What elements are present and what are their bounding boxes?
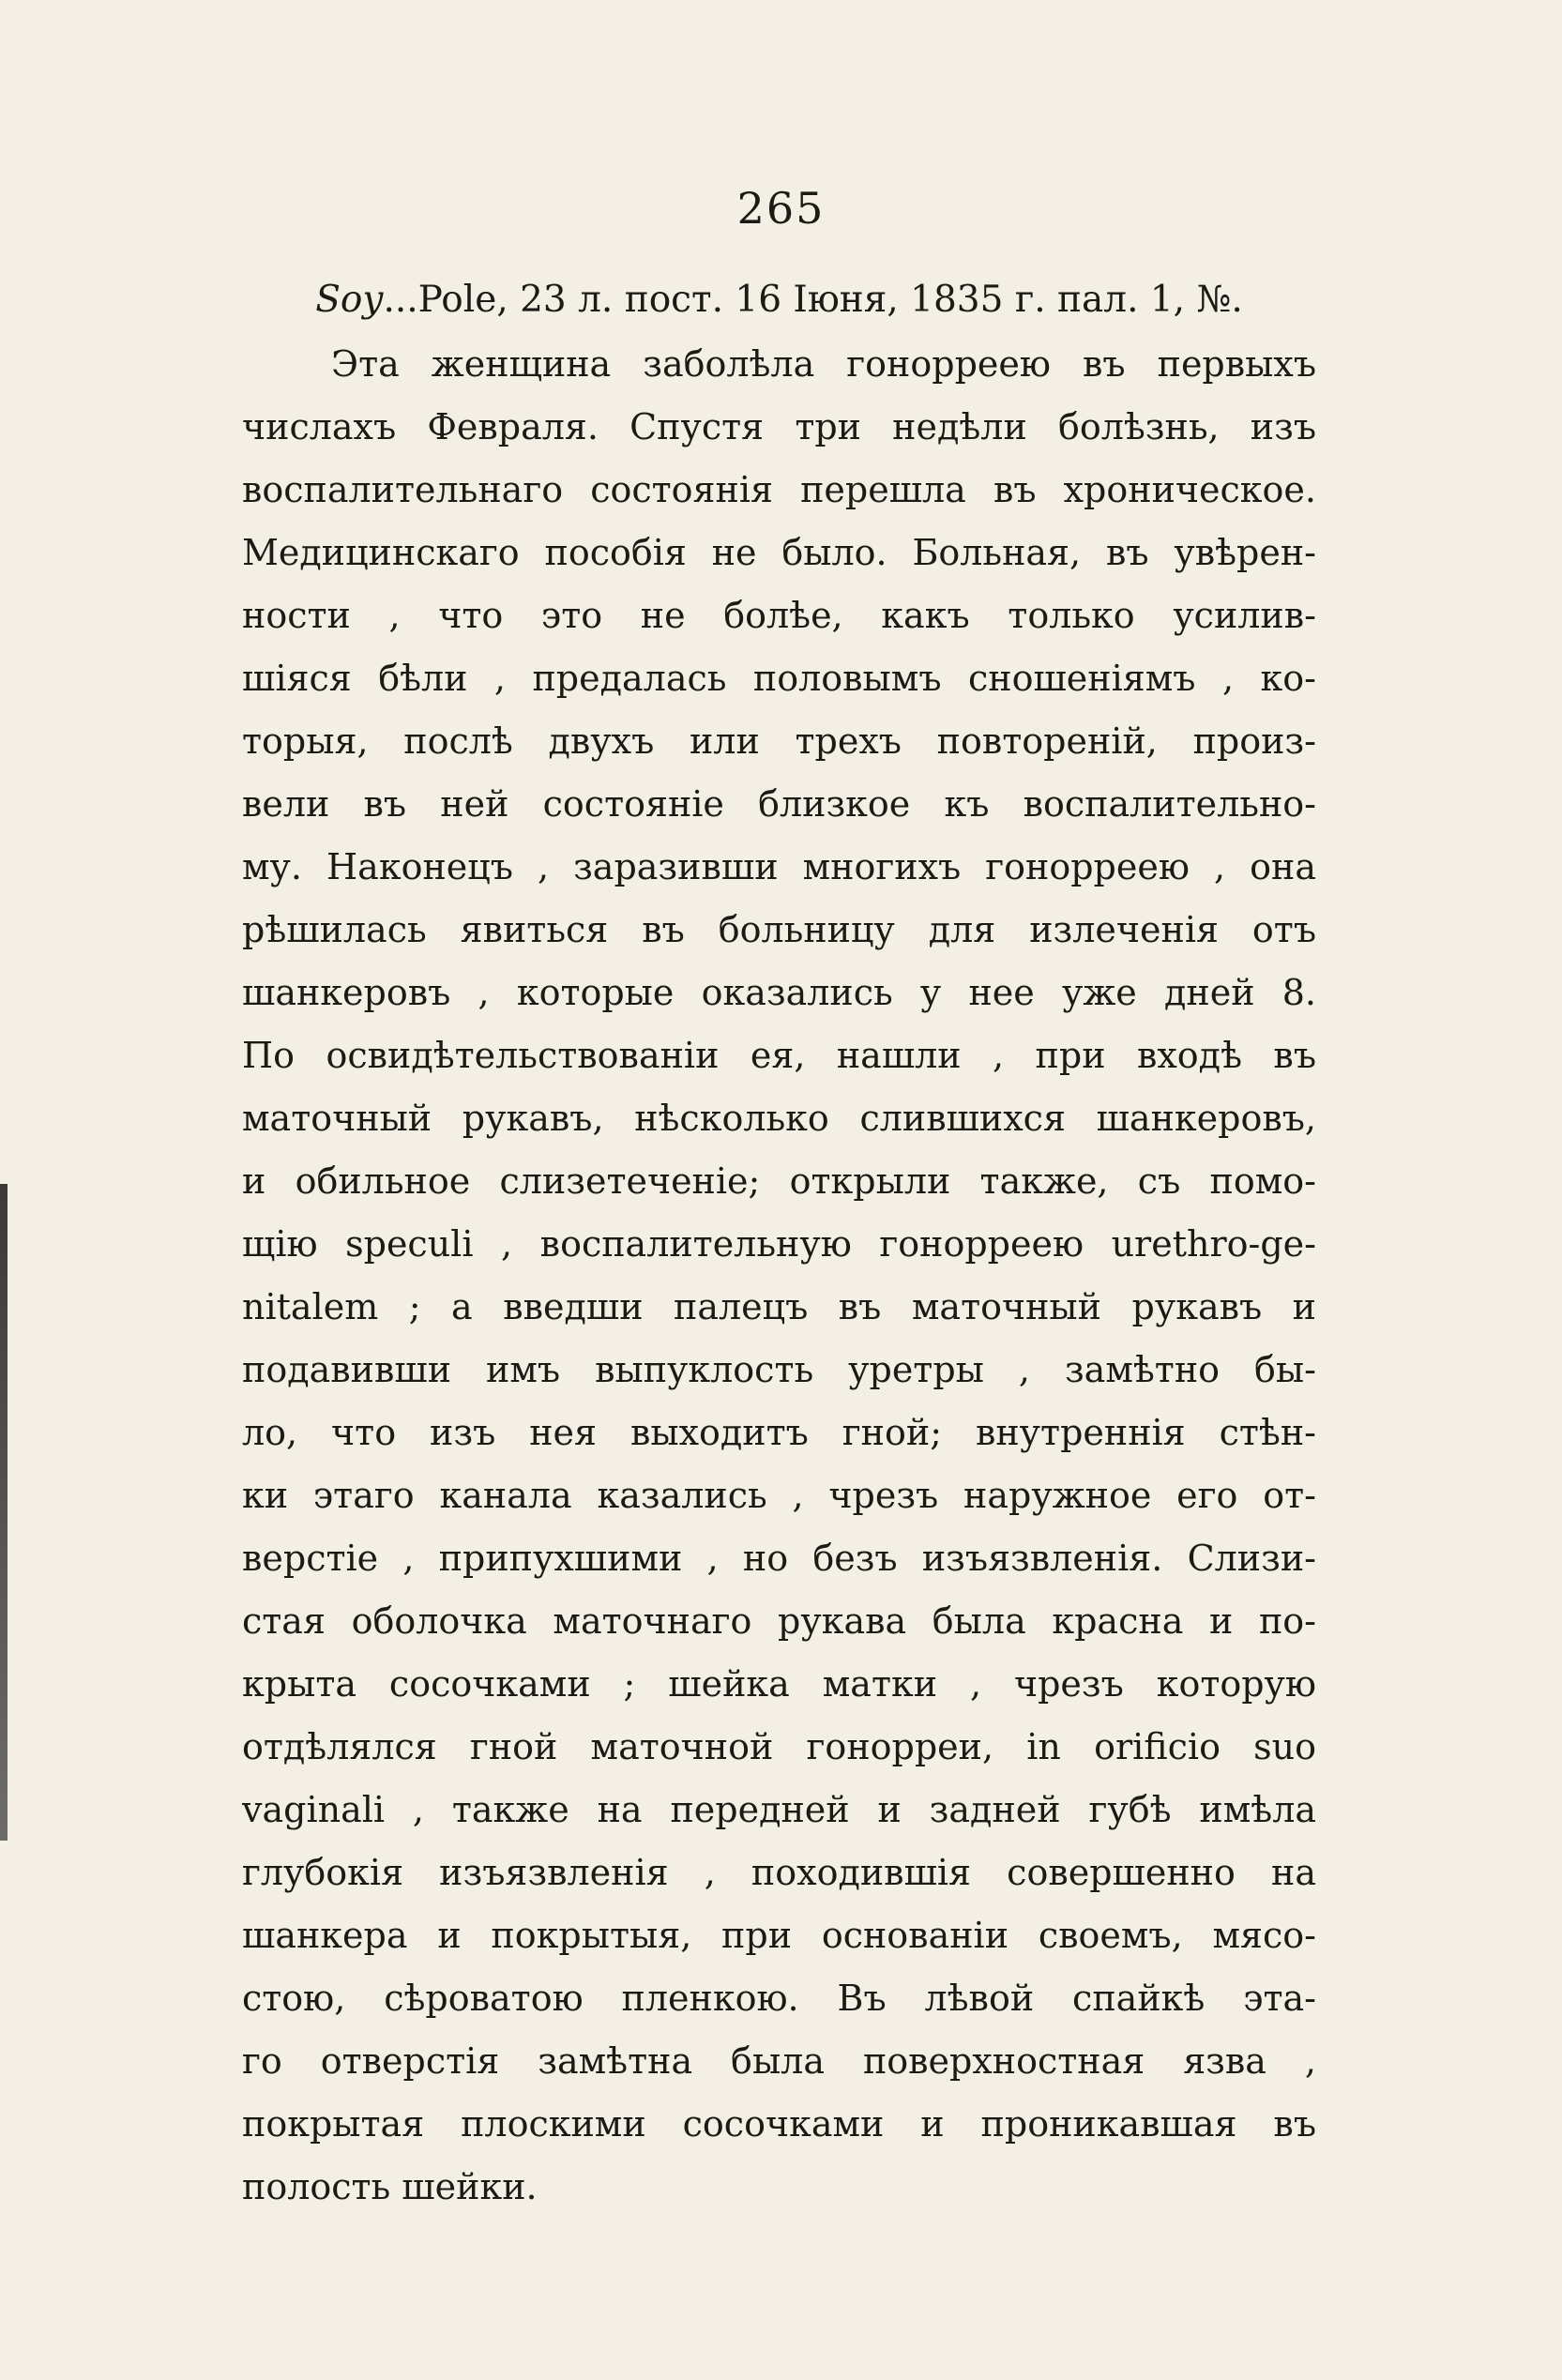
text-line: ки этаго канала казались , чрезъ наружное его от- — [242, 1475, 1316, 1516]
text-line: Медицинскаго пособія не было. Больная, въ увѣрен- — [242, 532, 1316, 573]
text-line: шіяся бѣли , предалась половымъ сношеніямъ , ко- — [242, 658, 1316, 699]
text-line: подавивши имъ выпуклость уретры , замѣтно бы- — [242, 1349, 1316, 1390]
text-line: глубокія изъязвленія , походившія совершенно на — [242, 1852, 1316, 1893]
text-line: го отверстія замѣтна была поверхностная язва , — [242, 2040, 1316, 2082]
text-line: стою, сѣроватою пленкою. Въ лѣвой спайкѣ эта- — [242, 1978, 1316, 2019]
binding-edge-mark — [0, 1184, 8, 1841]
text-line: рѣшилась явиться въ больницу для излеченія отъ — [242, 909, 1316, 950]
text-line: крыта сосочками ; шейка матки , чрезъ которую — [242, 1663, 1316, 1705]
text-line: числахъ Февраля. Спустя три недѣли болѣзнь, изъ — [242, 406, 1316, 447]
text-line: vaginali , также на передней и задней губѣ имѣла — [242, 1789, 1316, 1830]
case-details: ...Pole, 23 л. пост. 16 Іюня, 1835 г. пал. 1, №. — [383, 279, 1243, 321]
text-line: маточный рукавъ, нѣсколько слившихся шанкеровъ, — [242, 1098, 1316, 1139]
text-line: стая оболочка маточнаго рукава была красна и по- — [242, 1600, 1316, 1642]
text-line: му. Наконецъ , заразивши многихъ гонорреею , она — [242, 846, 1316, 887]
text-line: верстіе , припухшими , но безъ изъязвленія. Слизи- — [242, 1538, 1316, 1579]
text-line: вели въ ней состояніе близкое къ воспалительно- — [242, 783, 1316, 825]
text-line: и обильное слизетеченіе; открыли также, съ помо- — [242, 1160, 1316, 1202]
case-header — [242, 272, 1316, 328]
text-line: торыя, послѣ двухъ или трехъ повтореній, произ- — [242, 720, 1316, 762]
text-line: Эта женщина заболѣла гонорреею въ первыхъ — [331, 343, 1316, 385]
page-number: 265 — [736, 183, 826, 234]
text-line: ности , что это не болѣе, какъ только усилив- — [242, 595, 1316, 636]
text-line: ло, что изъ нея выходитъ гной; внутреннія стѣн- — [242, 1412, 1316, 1453]
text-line: отдѣлялся гной маточной гонорреи, in orificio suo — [242, 1726, 1316, 1767]
text-line: воспалительнаго состоянія перешла въ хроническое. — [242, 469, 1316, 510]
text-line: щію speculi , воспалительную гонорреею urethro-ge- — [242, 1223, 1316, 1265]
patient-name: Soy — [315, 279, 384, 321]
text-line: полость шейки. — [242, 2166, 538, 2207]
text-line: шанкеровъ , которые оказались у нее уже дней 8. — [242, 972, 1316, 1013]
text-line: покрытая плоскими сосочками и проникавшая въ — [242, 2103, 1316, 2145]
text-line: nitalem ; а введши палецъ въ маточный рукавъ и — [242, 1286, 1316, 1327]
body-text — [242, 333, 1316, 2219]
text-line: шанкера и покрытыя, при основаніи своемъ, мясо- — [242, 1915, 1316, 1956]
text-line: По освидѣтельствованіи ея, нашли , при входѣ въ — [242, 1035, 1316, 1076]
